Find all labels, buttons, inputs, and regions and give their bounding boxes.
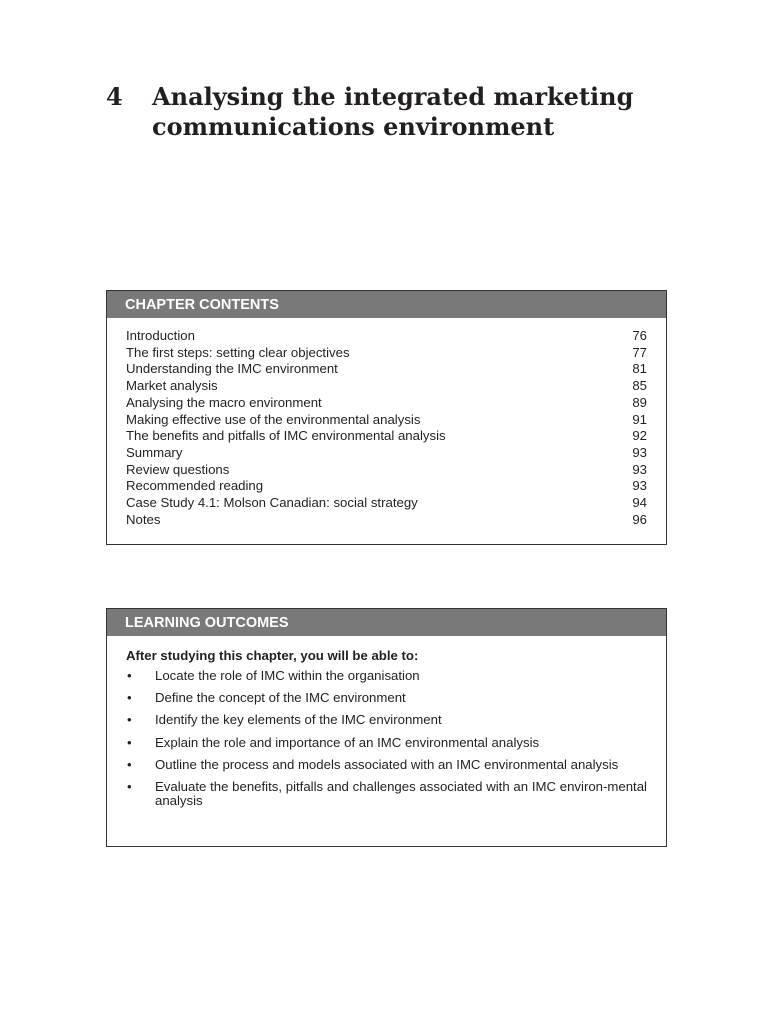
contents-row: [126, 428, 647, 445]
bullet-icon: •: [127, 734, 132, 750]
contents-entry-page: 76: [632, 328, 647, 343]
learning-outcome-item: [126, 669, 647, 684]
contents-entry-page: 94: [632, 495, 647, 511]
learning-outcomes-panel: [106, 608, 667, 847]
contents-row: [126, 361, 647, 378]
contents-entry-page: 96: [632, 511, 647, 527]
learning-outcomes-intro: After studying this chapter, you will be able to:: [126, 648, 419, 663]
contents-entry-title: Case Study 4.1: Molson Canadian: social strategy: [126, 495, 418, 511]
learning-outcome-item: [126, 780, 647, 809]
contents-row: [126, 445, 647, 462]
contents-entry-page: 93: [632, 444, 647, 460]
contents-entry-title: Summary: [126, 444, 183, 460]
learning-outcome-item: [126, 691, 647, 706]
contents-row: [126, 328, 647, 345]
learning-outcome-item: [126, 713, 647, 728]
contents-entry-title: Notes: [126, 511, 161, 527]
contents-row: [126, 512, 647, 529]
contents-entry-title: Making effective use of the environmental analysis: [126, 411, 421, 427]
bullet-icon: •: [127, 668, 132, 683]
contents-entry-title: Introduction: [126, 328, 195, 343]
contents-row: [126, 378, 647, 395]
learning-outcomes-heading: LEARNING OUTCOMES: [107, 609, 666, 636]
learning-outcome-text: Locate the role of IMC within the organisation: [155, 668, 420, 683]
chapter-contents-panel: [106, 290, 667, 545]
contents-entry-page: 77: [632, 344, 647, 360]
contents-row: [126, 395, 647, 412]
contents-entry-title: Review questions: [126, 461, 230, 477]
chapter-number: 4: [106, 82, 123, 111]
contents-entry-title: Analysing the macro environment: [126, 394, 322, 410]
bullet-icon: •: [127, 778, 132, 794]
bullet-icon: •: [127, 756, 132, 772]
contents-entry-title: The benefits and pitfalls of IMC environmental analysis: [126, 428, 446, 444]
chapter-contents-heading: CHAPTER CONTENTS: [107, 291, 666, 318]
chapter-title: Analysing the integrated marketing communications environment: [152, 82, 634, 141]
contents-entry-page: 81: [632, 361, 647, 377]
contents-entry-title: Market analysis: [126, 378, 218, 394]
bullet-icon: •: [127, 690, 132, 706]
contents-row: [126, 345, 647, 362]
contents-entry-page: 89: [632, 394, 647, 410]
contents-entry-title: The first steps: setting clear objectives: [126, 344, 350, 360]
bullet-icon: •: [127, 712, 132, 728]
contents-row: [126, 412, 647, 429]
learning-outcome-text: Outline the process and models associated with an IMC environmental analysis: [155, 756, 619, 772]
contents-entry-page: 92: [632, 428, 647, 444]
learning-outcomes-list: [107, 664, 666, 809]
learning-outcome-text: Evaluate the benefits, pitfalls and challenges associated with an IMC environ-mental analysis: [155, 778, 647, 809]
chapter-contents-list: [107, 318, 666, 528]
contents-entry-title: Understanding the IMC environment: [126, 361, 338, 377]
learning-outcome-text: Identify the key elements of the IMC environment: [155, 712, 442, 728]
contents-entry-page: 85: [632, 378, 647, 394]
learning-outcome-text: Explain the role and importance of an IMC environmental analysis: [155, 734, 540, 750]
contents-row: [126, 495, 647, 512]
contents-entry-page: 93: [632, 461, 647, 477]
learning-outcome-text: Define the concept of the IMC environment: [155, 690, 406, 706]
contents-row: [126, 478, 647, 495]
contents-entry-page: 91: [632, 411, 647, 427]
contents-entry-page: 93: [632, 478, 647, 494]
learning-outcome-item: [126, 736, 647, 751]
learning-outcome-item: [126, 758, 647, 773]
contents-row: [126, 462, 647, 479]
contents-entry-title: Recommended reading: [126, 478, 264, 494]
